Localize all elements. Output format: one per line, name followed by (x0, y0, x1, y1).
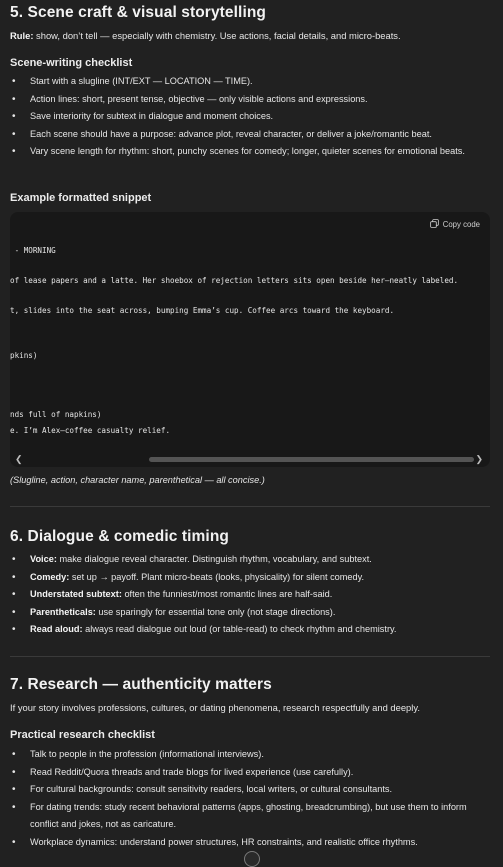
divider (10, 656, 490, 657)
item-text: often the funniest/most romantic lines are half-said. (121, 589, 333, 599)
horizontal-scrollbar[interactable] (10, 453, 490, 467)
copy-code-label: Copy code (442, 220, 480, 229)
item-text: make dialogue reveal character. Distinguish rhythm, vocabulary, and subtext. (56, 554, 372, 564)
list-item (10, 551, 488, 569)
item-label: Read aloud: (30, 624, 83, 634)
section-6-title: 6. Dialogue & comedic timing (10, 528, 229, 545)
list-item (10, 604, 488, 622)
item-label: Understated subtext: (30, 589, 122, 599)
rule-text: show, don’t tell — especially with chemistry. Use actions, facial details, and micro-beats. (33, 30, 401, 41)
code-line: pkins) (10, 351, 38, 360)
code-line: of lease papers and a latte. Her shoebox of rejection letters sits open beside her—neatly labeled. (10, 276, 459, 285)
divider (10, 506, 490, 507)
list-item (10, 621, 488, 639)
scroll-left-icon[interactable]: ❮ (15, 454, 23, 464)
list-item: • Talk to people in the profession (informational interviews). (10, 746, 488, 764)
research-intro: If your story involves professions, cultures, or dating phenomena, research respectfully and deeply. (10, 702, 420, 713)
example-title: Example formatted snippet (10, 192, 152, 204)
scene-checklist-title: Scene-writing checklist (10, 57, 133, 69)
scroll-down-button[interactable] (244, 851, 260, 867)
list-item: • For cultural backgrounds: consult sensitivity readers, local writers, or cultural consultants. (10, 781, 488, 799)
list-item: • Vary scene length for rhythm: short, punchy scenes for comedy; longer, quieter scenes for emotional beats. (10, 143, 488, 161)
item-text: use sparingly for essential tone only (not stage directions). (95, 606, 336, 617)
list-item: • Workplace dynamics: understand power structures, HR constraints, and realistic office rhythms. (10, 834, 488, 852)
list-item: • Action lines: short, present tense, objective — only visible actions and expressions. (10, 91, 488, 109)
code-line: t, slides into the seat across, bumping Emma’s cup. Coffee arcs toward the keyboard. (10, 306, 395, 315)
snippet-caption: (Slugline, action, character name, parenthetical — all concise.) (10, 475, 265, 485)
dialogue-list (10, 551, 488, 639)
scene-checklist (10, 73, 488, 161)
list-item (10, 586, 488, 604)
list-item: • For dating trends: study recent behavioral patterns (apps, ghosting, breadcrumbing), but use them to inform conflict and jokes, not as caricature. (10, 799, 488, 834)
item-label: Parentheticals: (30, 606, 96, 617)
list-item: • Each scene should have a purpose: advance plot, reveal character, or deliver a joke/romantic beat. (10, 126, 488, 144)
code-block (10, 212, 490, 467)
list-item: • Read Reddit/Quora threads and trade blogs for lived experience (use carefully). (10, 764, 488, 782)
code-line: e. I’m Alex—coffee casualty relief. (10, 426, 171, 435)
item-label: Comedy: (30, 571, 70, 582)
scrollbar-thumb[interactable] (149, 457, 474, 462)
list-item: • Save interiority for subtext in dialogue and moment choices. (10, 108, 488, 126)
section-7-title: 7. Research — authenticity matters (10, 676, 272, 693)
item-text: always read dialogue out loud (or table-read) to check rhythm and chemistry. (82, 624, 397, 634)
code-line: - MORNING (10, 246, 56, 255)
code-line: nds full of napkins) (10, 410, 102, 419)
section-5-title: 5. Scene craft & visual storytelling (10, 4, 266, 21)
code-content (10, 212, 490, 435)
item-label: Voice: (30, 554, 57, 564)
research-checklist (10, 746, 488, 851)
rule-paragraph (10, 29, 490, 43)
list-item: • Start with a slugline (INT/EXT — LOCATION — TIME). (10, 73, 488, 91)
rule-label: Rule: (10, 30, 34, 41)
scroll-right-icon[interactable]: ❯ (475, 454, 483, 464)
research-checklist-title: Practical research checklist (10, 729, 155, 741)
list-item (10, 569, 488, 587)
item-text: set up → payoff. Plant micro-beats (looks, physicality) for silent comedy. (69, 571, 365, 582)
